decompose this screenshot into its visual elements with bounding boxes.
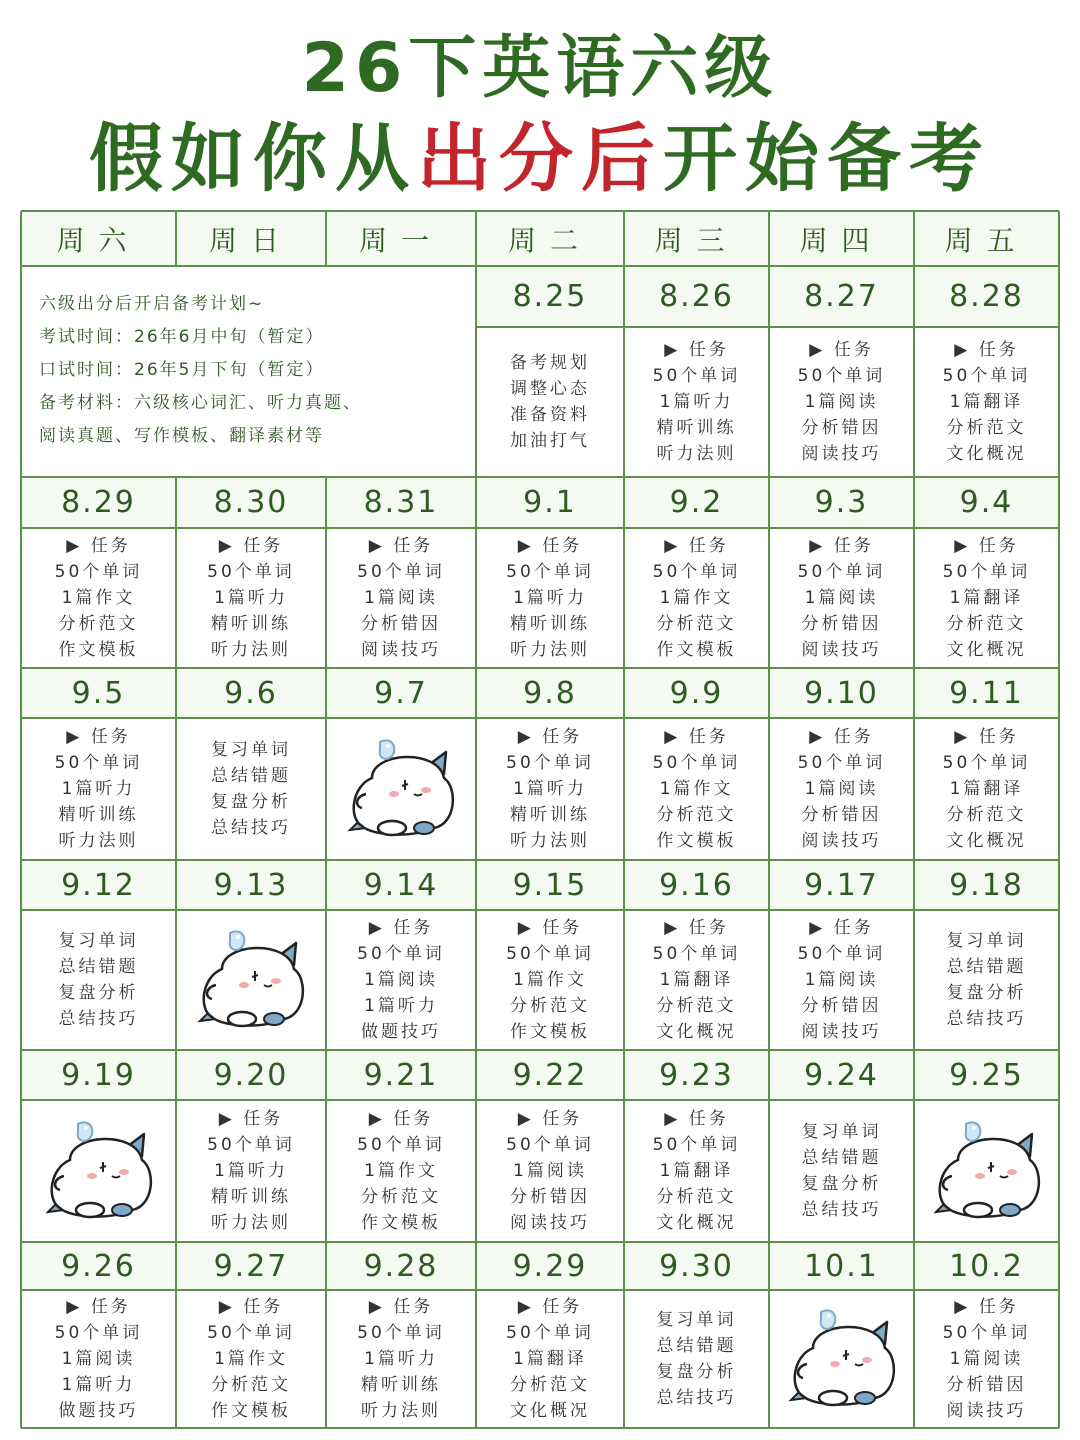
weekday-header: 周日 xyxy=(176,211,326,266)
task-heading: ▶ 任务 xyxy=(517,1109,583,1129)
sleeping-mascot-icon xyxy=(40,1116,158,1226)
day-date: 9.5 xyxy=(21,668,176,718)
task-line: 1篇作文 xyxy=(364,1161,438,1181)
task-heading: ▶ 任务 xyxy=(66,1297,131,1317)
task-line: 50个单词 xyxy=(506,1323,594,1343)
task-line: 分析范文 xyxy=(946,805,1027,825)
task-line: 50个单词 xyxy=(54,1323,143,1343)
day-date: 9.12 xyxy=(21,860,176,910)
task-heading: ▶ 任务 xyxy=(368,536,434,556)
day-date: 9.20 xyxy=(176,1050,326,1100)
intro-line: 备考材料：六级核心词汇、听力真题、 xyxy=(39,393,362,413)
task-line: 1篇翻译 xyxy=(659,1161,734,1181)
task-line: 精听训练 xyxy=(510,614,590,634)
task-line: 1篇翻译 xyxy=(949,779,1024,799)
task-line: 文化概况 xyxy=(946,444,1027,464)
task-line: 50个单词 xyxy=(207,1323,295,1343)
day-date: 9.9 xyxy=(624,668,769,718)
day-date: 8.28 xyxy=(914,266,1059,327)
task-line: 复盘分析 xyxy=(801,1174,882,1194)
weekday-header: 周四 xyxy=(769,211,914,266)
sleeping-mascot-icon xyxy=(928,1116,1046,1226)
task-line: 1篇作文 xyxy=(61,588,136,608)
task-line: 1篇阅读 xyxy=(364,970,438,990)
task-line: 阅读技巧 xyxy=(946,1401,1027,1421)
task-line: 50个单词 xyxy=(506,753,594,773)
grid-line xyxy=(20,211,22,1428)
task-line: 听力法则 xyxy=(510,640,590,660)
day-date: 9.28 xyxy=(326,1242,476,1290)
day-tasks xyxy=(476,1100,624,1242)
day-tasks xyxy=(624,910,769,1050)
task-line: 精听训练 xyxy=(211,614,291,634)
task-line: 做题技巧 xyxy=(58,1401,139,1421)
task-line: 1篇翻译 xyxy=(949,588,1024,608)
task-line: 1篇阅读 xyxy=(804,588,879,608)
day-date: 10.1 xyxy=(769,1242,914,1290)
day-date: 9.10 xyxy=(769,668,914,718)
day-date: 9.26 xyxy=(21,1242,176,1290)
subtitle-highlight: 出分后 xyxy=(417,116,663,202)
task-line: 文化概况 xyxy=(656,1022,737,1042)
day-date: 9.4 xyxy=(914,477,1059,528)
task-line: 1篇听力 xyxy=(61,779,136,799)
task-heading: ▶ 任务 xyxy=(954,536,1019,556)
day-tasks xyxy=(21,1290,176,1428)
task-line: 1篇作文 xyxy=(659,588,734,608)
task-line: 总结技巧 xyxy=(801,1200,882,1220)
task-heading: ▶ 任务 xyxy=(218,536,284,556)
day-date: 8.27 xyxy=(769,266,914,327)
task-heading: ▶ 任务 xyxy=(368,918,434,938)
task-line: 1篇听力 xyxy=(513,779,587,799)
task-line: 1篇听力 xyxy=(214,1161,288,1181)
grid-line xyxy=(768,211,770,266)
grid-line xyxy=(175,211,177,266)
day-tasks xyxy=(476,327,624,477)
task-line: 50个单词 xyxy=(797,753,886,773)
day-date: 9.17 xyxy=(769,860,914,910)
day-date: 8.25 xyxy=(476,266,624,327)
day-date: 9.25 xyxy=(914,1050,1059,1100)
task-line: 作文模板 xyxy=(211,1401,291,1421)
task-line: 50个单词 xyxy=(357,1135,445,1155)
day-tasks xyxy=(769,718,914,860)
intro-line: 口试时间：26年5月下旬（暂定） xyxy=(39,360,325,380)
task-line: 分析范文 xyxy=(58,614,139,634)
day-tasks xyxy=(176,1100,326,1242)
task-line: 分析范文 xyxy=(211,1375,291,1395)
task-line: 1篇作文 xyxy=(659,779,734,799)
grid-line xyxy=(475,477,477,1428)
weekday-header: 周六 xyxy=(21,211,176,266)
grid-line xyxy=(768,266,770,477)
task-line: 50个单词 xyxy=(357,562,445,582)
task-line: 50个单词 xyxy=(54,562,143,582)
task-line: 50个单词 xyxy=(207,562,295,582)
grid-line xyxy=(1058,211,1060,1428)
task-line: 总结错题 xyxy=(58,957,139,977)
task-line: 50个单词 xyxy=(942,562,1031,582)
task-line: 作文模板 xyxy=(510,1022,590,1042)
grid-line xyxy=(913,266,915,477)
task-line: 总结错题 xyxy=(946,957,1027,977)
task-line: 50个单词 xyxy=(942,753,1031,773)
plan-intro xyxy=(21,266,476,477)
task-line: 分析范文 xyxy=(656,996,737,1016)
task-line: 50个单词 xyxy=(652,944,741,964)
subtitle-post: 开始备考 xyxy=(663,116,991,202)
task-line: 复习单词 xyxy=(58,931,139,951)
task-line: 复习单词 xyxy=(211,740,291,760)
task-heading: ▶ 任务 xyxy=(368,1109,434,1129)
weekday-header: 周二 xyxy=(476,211,624,266)
day-date: 9.18 xyxy=(914,860,1059,910)
day-tasks xyxy=(326,910,476,1050)
task-line: 复习单词 xyxy=(656,1310,737,1330)
day-tasks xyxy=(914,528,1059,668)
task-heading: ▶ 任务 xyxy=(664,1109,729,1129)
weekday-header: 周一 xyxy=(326,211,476,266)
task-line: 总结技巧 xyxy=(211,818,291,838)
grid-line xyxy=(475,211,477,266)
day-tasks xyxy=(769,1100,914,1242)
task-heading: ▶ 任务 xyxy=(218,1109,284,1129)
day-tasks xyxy=(914,1290,1059,1428)
task-line: 1篇阅读 xyxy=(61,1349,136,1369)
task-line: 文化概况 xyxy=(656,1213,737,1233)
task-line: 分析错因 xyxy=(946,1375,1027,1395)
task-heading: ▶ 任务 xyxy=(809,536,874,556)
task-line: 总结技巧 xyxy=(656,1388,737,1408)
task-line: 1篇阅读 xyxy=(804,779,879,799)
task-line: 复盘分析 xyxy=(211,792,291,812)
task-line: 1篇翻译 xyxy=(659,970,734,990)
grid-line xyxy=(325,477,327,1428)
task-line: 50个单词 xyxy=(54,753,143,773)
task-heading: ▶ 任务 xyxy=(664,918,729,938)
task-line: 50个单词 xyxy=(506,944,594,964)
task-line: 复习单词 xyxy=(801,1122,882,1142)
task-line: 50个单词 xyxy=(797,562,886,582)
task-line: 分析错因 xyxy=(801,614,882,634)
day-date: 9.29 xyxy=(476,1242,624,1290)
day-tasks xyxy=(21,528,176,668)
task-heading: ▶ 任务 xyxy=(517,1297,583,1317)
day-date: 9.11 xyxy=(914,668,1059,718)
day-tasks xyxy=(914,327,1059,477)
task-line: 分析错因 xyxy=(510,1187,590,1207)
task-line: 50个单词 xyxy=(652,366,741,386)
task-heading: ▶ 任务 xyxy=(954,340,1019,360)
day-tasks xyxy=(476,528,624,668)
day-tasks xyxy=(624,528,769,668)
task-line: 分析错因 xyxy=(361,614,441,634)
task-line: 复习单词 xyxy=(946,931,1027,951)
task-line: 1篇阅读 xyxy=(513,1161,587,1181)
day-date: 9.8 xyxy=(476,668,624,718)
task-heading: ▶ 任务 xyxy=(809,727,874,747)
task-line: 50个单词 xyxy=(652,753,741,773)
sleeping-mascot-icon xyxy=(342,734,460,844)
grid-line xyxy=(175,477,177,1428)
intro-line: 考试时间：26年6月中旬（暂定） xyxy=(39,327,325,347)
task-line: 听力法则 xyxy=(656,444,737,464)
task-line: 总结技巧 xyxy=(946,1009,1027,1029)
day-tasks xyxy=(914,910,1059,1050)
task-heading: ▶ 任务 xyxy=(368,1297,434,1317)
task-heading: ▶ 任务 xyxy=(954,727,1019,747)
day-date: 8.30 xyxy=(176,477,326,528)
day-tasks xyxy=(21,910,176,1050)
day-tasks xyxy=(769,528,914,668)
task-line: 50个单词 xyxy=(652,562,741,582)
task-line: 1篇翻译 xyxy=(949,392,1024,412)
task-line: 精听训练 xyxy=(58,805,139,825)
task-line: 1篇听力 xyxy=(214,588,288,608)
task-line: 总结错题 xyxy=(211,766,291,786)
day-tasks xyxy=(176,718,326,860)
day-date: 8.29 xyxy=(21,477,176,528)
task-line: 听力法则 xyxy=(211,1213,291,1233)
task-line: 50个单词 xyxy=(797,944,886,964)
day-date: 9.7 xyxy=(326,668,476,718)
day-tasks xyxy=(624,1100,769,1242)
task-heading: ▶ 任务 xyxy=(517,918,583,938)
task-line: 50个单词 xyxy=(207,1135,295,1155)
task-line: 分析范文 xyxy=(656,805,737,825)
day-tasks xyxy=(176,1290,326,1428)
day-date: 8.31 xyxy=(326,477,476,528)
task-line: 阅读技巧 xyxy=(361,640,441,660)
day-tasks xyxy=(624,718,769,860)
weekday-header: 周三 xyxy=(624,211,769,266)
task-line: 50个单词 xyxy=(797,366,886,386)
task-line: 分析范文 xyxy=(361,1187,441,1207)
task-heading: ▶ 任务 xyxy=(664,340,729,360)
day-tasks xyxy=(624,327,769,477)
task-line: 分析范文 xyxy=(656,614,737,634)
day-date: 9.22 xyxy=(476,1050,624,1100)
day-date: 8.26 xyxy=(624,266,769,327)
task-line: 阅读技巧 xyxy=(801,444,882,464)
task-line: 听力法则 xyxy=(361,1401,441,1421)
task-line: 文化概况 xyxy=(946,640,1027,660)
task-line: 50个单词 xyxy=(942,1323,1031,1343)
day-date: 9.14 xyxy=(326,860,476,910)
task-line: 1篇翻译 xyxy=(513,1349,587,1369)
rest-day xyxy=(21,1100,176,1242)
day-date: 9.16 xyxy=(624,860,769,910)
intro-line: 阅读真题、写作模板、翻译素材等 xyxy=(39,426,324,446)
day-tasks xyxy=(176,528,326,668)
task-line: 分析范文 xyxy=(946,614,1027,634)
task-line: 总结技巧 xyxy=(58,1009,139,1029)
task-heading: ▶ 任务 xyxy=(809,340,874,360)
grid-line xyxy=(913,477,915,1428)
task-line: 1篇听力 xyxy=(513,588,587,608)
task-heading: ▶ 任务 xyxy=(664,536,729,556)
day-date: 9.27 xyxy=(176,1242,326,1290)
task-line: 1篇阅读 xyxy=(364,588,438,608)
task-line: 1篇阅读 xyxy=(804,392,879,412)
day-date: 9.13 xyxy=(176,860,326,910)
rest-day xyxy=(176,910,326,1050)
task-line: 文化概况 xyxy=(946,831,1027,851)
task-line: 复盘分析 xyxy=(656,1362,737,1382)
day-tasks xyxy=(476,910,624,1050)
rest-day xyxy=(326,718,476,860)
day-tasks xyxy=(624,1290,769,1428)
task-line: 加油打气 xyxy=(510,431,590,451)
task-line: 听力法则 xyxy=(510,831,590,851)
page-title: 26下英语六级 xyxy=(301,29,779,108)
task-line: 阅读技巧 xyxy=(801,1022,882,1042)
rest-day xyxy=(769,1290,914,1428)
day-tasks xyxy=(326,1100,476,1242)
day-date: 9.19 xyxy=(21,1050,176,1100)
task-line: 分析范文 xyxy=(656,1187,737,1207)
task-line: 总结错题 xyxy=(801,1148,882,1168)
task-line: 1篇听力 xyxy=(364,1349,438,1369)
task-line: 做题技巧 xyxy=(361,1022,441,1042)
task-line: 1篇听力 xyxy=(659,392,734,412)
task-line: 50个单词 xyxy=(652,1135,741,1155)
task-line: 准备资料 xyxy=(510,405,590,425)
task-heading: ▶ 任务 xyxy=(954,1297,1019,1317)
task-line: 精听训练 xyxy=(656,418,737,438)
task-line: 50个单词 xyxy=(942,366,1031,386)
rest-day xyxy=(914,1100,1059,1242)
task-heading: ▶ 任务 xyxy=(517,536,583,556)
day-date: 9.2 xyxy=(624,477,769,528)
task-heading: ▶ 任务 xyxy=(517,727,583,747)
task-line: 文化概况 xyxy=(510,1401,590,1421)
task-line: 作文模板 xyxy=(58,640,139,660)
grid-line xyxy=(475,266,477,477)
task-line: 阅读技巧 xyxy=(510,1213,590,1233)
subtitle-pre: 假如你从 xyxy=(89,116,417,202)
day-date: 9.23 xyxy=(624,1050,769,1100)
task-line: 总结错题 xyxy=(656,1336,737,1356)
grid-line xyxy=(325,211,327,266)
task-line: 分析错因 xyxy=(801,418,882,438)
task-line: 分析范文 xyxy=(510,996,590,1016)
task-line: 1篇阅读 xyxy=(949,1349,1024,1369)
task-line: 分析错因 xyxy=(801,996,882,1016)
task-line: 分析范文 xyxy=(510,1375,590,1395)
task-line: 分析错因 xyxy=(801,805,882,825)
day-date: 9.30 xyxy=(624,1242,769,1290)
grid-line xyxy=(913,211,915,266)
day-tasks xyxy=(326,1290,476,1428)
weekday-header: 周五 xyxy=(914,211,1059,266)
grid-line xyxy=(623,266,625,477)
day-date: 9.15 xyxy=(476,860,624,910)
task-line: 1篇阅读 xyxy=(804,970,879,990)
day-date: 9.1 xyxy=(476,477,624,528)
task-line: 备考规划 xyxy=(510,353,590,373)
task-line: 1篇作文 xyxy=(214,1349,288,1369)
task-line: 分析范文 xyxy=(946,418,1027,438)
task-line: 阅读技巧 xyxy=(801,640,882,660)
task-line: 50个单词 xyxy=(506,562,594,582)
day-tasks xyxy=(326,528,476,668)
task-line: 作文模板 xyxy=(656,640,737,660)
day-tasks xyxy=(21,718,176,860)
grid-line xyxy=(623,477,625,1428)
task-heading: ▶ 任务 xyxy=(66,727,131,747)
day-tasks xyxy=(476,718,624,860)
task-line: 听力法则 xyxy=(58,831,139,851)
task-heading: ▶ 任务 xyxy=(218,1297,284,1317)
task-line: 50个单词 xyxy=(357,944,445,964)
task-line: 听力法则 xyxy=(211,640,291,660)
sleeping-mascot-icon xyxy=(192,925,310,1035)
task-line: 1篇作文 xyxy=(513,970,587,990)
task-heading: ▶ 任务 xyxy=(664,727,729,747)
task-heading: ▶ 任务 xyxy=(66,536,131,556)
task-line: 复盘分析 xyxy=(946,983,1027,1003)
task-heading: ▶ 任务 xyxy=(809,918,874,938)
day-tasks xyxy=(476,1290,624,1428)
day-date: 9.21 xyxy=(326,1050,476,1100)
day-date: 9.24 xyxy=(769,1050,914,1100)
task-line: 调整心态 xyxy=(510,379,590,399)
grid-line xyxy=(623,211,625,266)
grid-line xyxy=(768,477,770,1428)
day-tasks xyxy=(769,327,914,477)
task-line: 阅读技巧 xyxy=(801,831,882,851)
day-tasks xyxy=(769,910,914,1050)
day-date: 9.6 xyxy=(176,668,326,718)
task-line: 50个单词 xyxy=(506,1135,594,1155)
day-date: 9.3 xyxy=(769,477,914,528)
sleeping-mascot-icon xyxy=(783,1304,901,1414)
task-line: 1篇听力 xyxy=(364,996,438,1016)
day-tasks xyxy=(914,718,1059,860)
task-line: 作文模板 xyxy=(361,1213,441,1233)
day-date: 10.2 xyxy=(914,1242,1059,1290)
task-line: 复盘分析 xyxy=(58,983,139,1003)
intro-line: 六级出分后开启备考计划~ xyxy=(39,294,265,314)
task-line: 50个单词 xyxy=(357,1323,445,1343)
task-line: 作文模板 xyxy=(656,831,737,851)
task-line: 精听训练 xyxy=(361,1375,441,1395)
task-line: 精听训练 xyxy=(510,805,590,825)
task-line: 精听训练 xyxy=(211,1187,291,1207)
task-line: 1篇听力 xyxy=(61,1375,136,1395)
